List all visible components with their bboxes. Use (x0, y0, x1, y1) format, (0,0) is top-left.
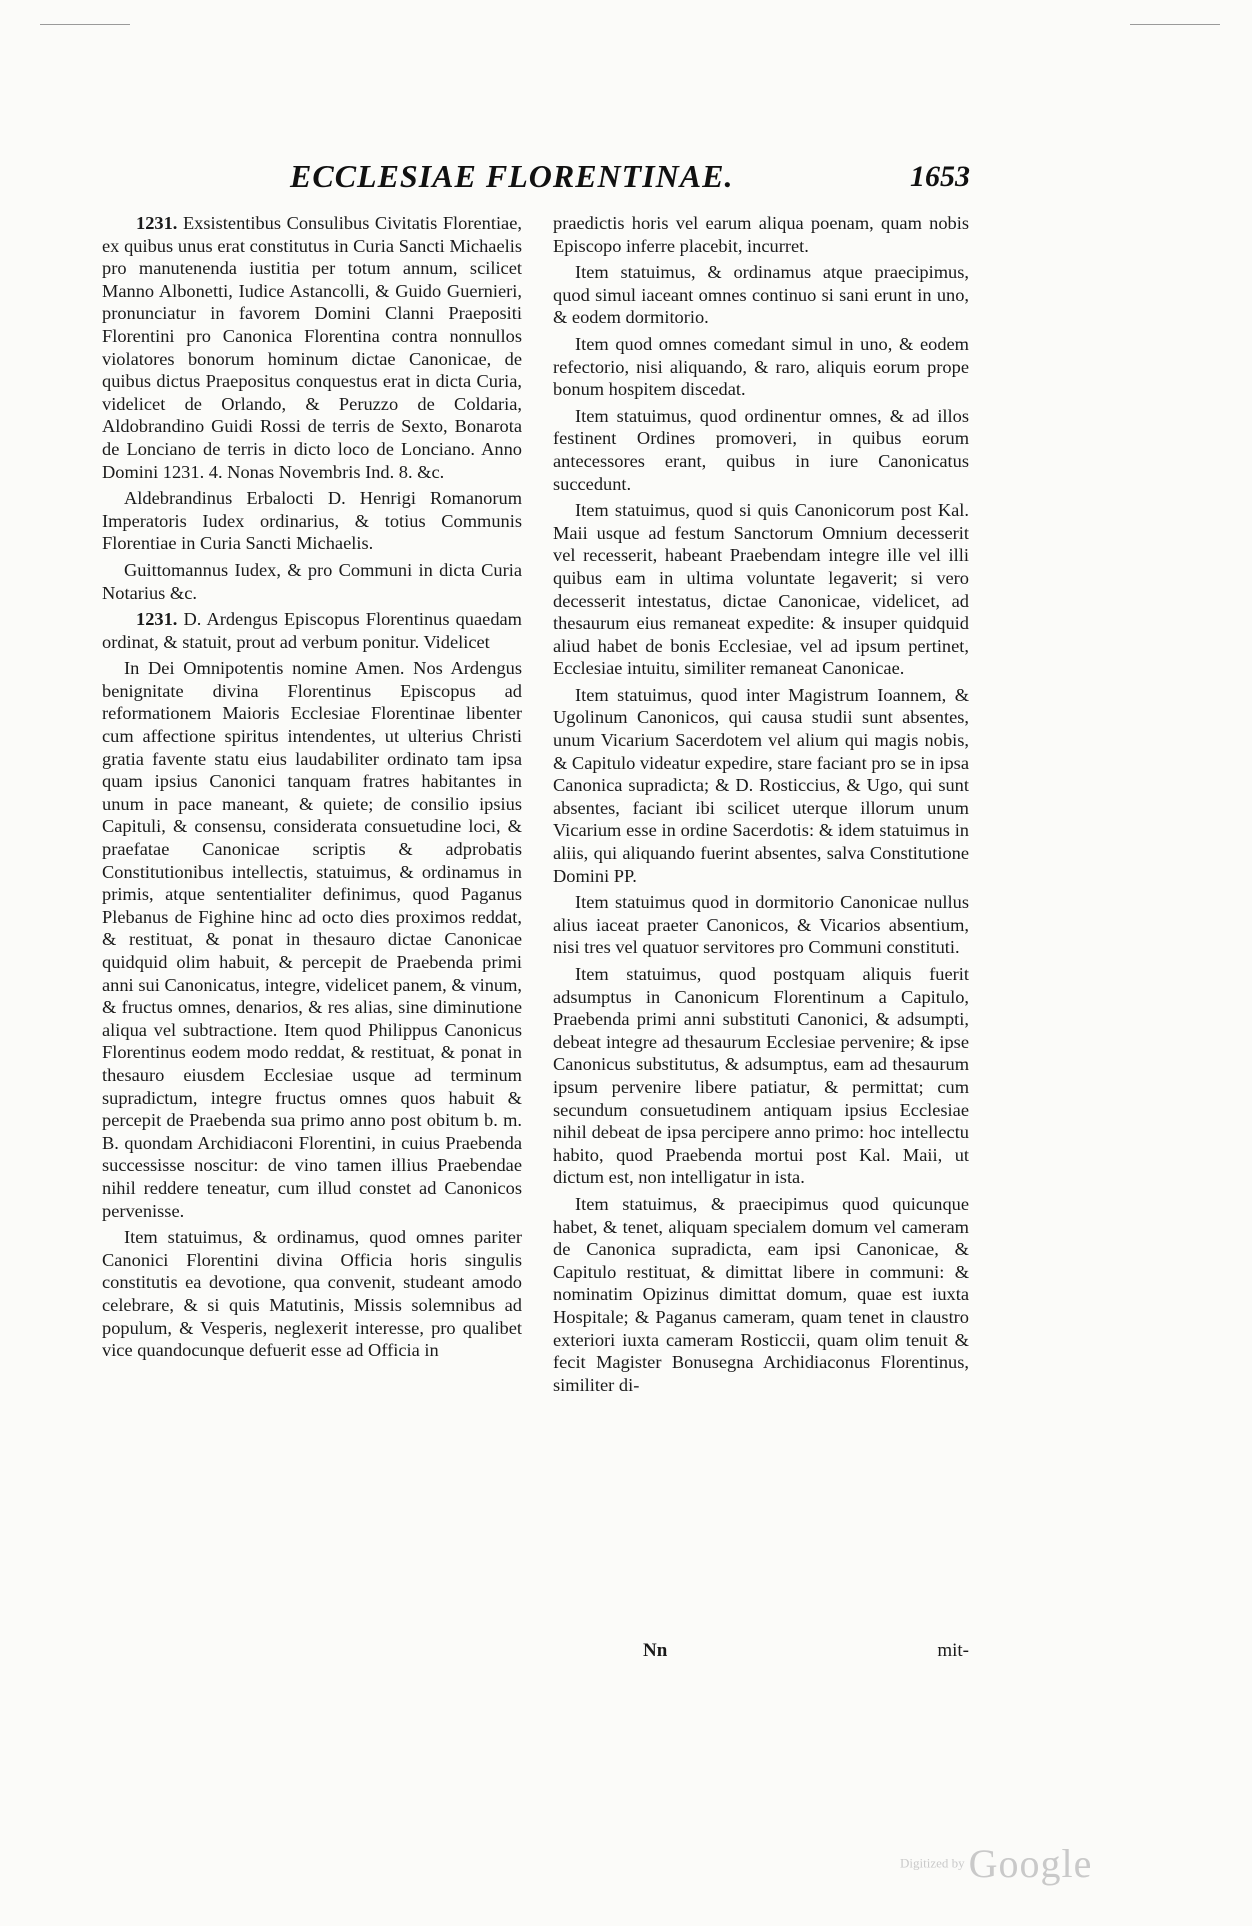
running-header (150, 158, 970, 198)
paragraph (102, 1226, 522, 1362)
paragraph: Item statuimus, & praecipimus quod quicunque habet, & tenet, aliquam specialem domum vel cameram de Canonica supradicta, eam ipsi Canonicae, & Capitulo restituat, & dimittat libere in communi: & nominatim Opizinus dimittat domum, quae est iuxta Hospitale; & Paganus cameram, quam tenet in claustro exteriori iuxta cameram Rosticcii, quam olim tenuit & fecit Magister Bonusegna Archidiaconus Florentinus, similiter di- (553, 1193, 969, 1395)
right-column (553, 212, 969, 1400)
paragraph-text: D. Ardengus Episcopus Florentinus quaedam ordinat, & statuit, prout ad verbum ponitur. Videlicet (102, 609, 522, 652)
watermark-brand: Google (968, 1841, 1093, 1886)
paragraph (102, 608, 522, 653)
paragraph (102, 487, 522, 555)
paragraph: Item statuimus, quod postquam aliquis fuerit adsumptus in Canonicum Florentinum a Capitulo, Praebenda primi anni substituti Canonici, & adsumpti, debeat integre ad thesaurum Ecclesiae pervenire; & ipse Canonicus substitutus, & adsumptus, eam ad thesaurum ipsum pervenire libere patiatur, & permittat; cum secundum consuetudinem antiquam ipsius Ecclesiae nihil debeat de ipsa percipere anno primo: hoc intellectu habito, quod Praebenda mortui post Kal. Maii, ut dictum est, non intelligatur in ista. (553, 964, 969, 1188)
top-edge-rule-left (40, 24, 130, 25)
date-marker: 1231. (136, 213, 178, 233)
paragraph-text: Guittomannus Iudex, & pro Communi in dicta Curia Notarius &c. (102, 559, 522, 603)
paragraph: Item statuimus, quod ordinentur omnes, & ad illos festinent Ordines promoveri, in quibus eorum antecessores erant, quibus in iure Canonicatus succedunt. (553, 405, 969, 494)
digitized-watermark (900, 1840, 1092, 1887)
catchword: mit- (937, 1640, 969, 1661)
date-marker: 1231. (136, 609, 178, 630)
paragraph (102, 559, 522, 604)
page-footer (553, 1640, 969, 1670)
running-title: ECCLESIAE FLORENTINAE. (290, 158, 734, 194)
paragraph-text: Aldebrandinus Erbalocti D. Henrigi Romanorum Imperatoris Iudex ordinarius, & totius Communis Florentiae in Curia Sancti Michaelis. (102, 488, 522, 554)
signature-mark: Nn (643, 1640, 668, 1661)
paragraph: Item statuimus, & ordinamus atque praecipimus, quod simul iaceant omnes continuo si sani erunt in uno, & eodem dormitorio. (553, 262, 969, 328)
paragraph: Item statuimus, quod inter Magistrum Ioannem, & Ugolinum Canonicos, qui causa studii sunt absentes, unum Vicarium Sacerdotem vel alium qui magis nobis, & Capitulo videatur expedire, stare faciant pro se in ipsa Canonica supradicta; & D. Rosticcius, & Ugo, qui sunt absentes, faciant ibi scilicet uterque illorum unum Vicarium esse in ordine Sacerdotis: & idem statuimus in aliis, qui aliquando fuerint absentes, salva Constitutione Domini PP. (553, 684, 969, 886)
paragraph-text: Exsistentibus Consulibus Civitatis Florentiae, ex quibus unus erat constitutus in Curia Sancti Michaelis pro manutenenda iustitia per totum annum, scilicet Manno Albonetti, Iudice Astancolli, & Guido Guernieri, pronunciatur in favorem Domini Clanni Praepositi Florentini pro Canonica Florentina contra nonnullos violatores bonorum hominum dictae Canonicae, de quibus dictus Praepositus conquestus erat in dicta Curia, videlicet de Orlando, & Peruzzo de Coldaria, Aldobrandino Guidi Rossi de terris de Sexto, Bonarota de Lonciano de terris in dicto loco de Lonciano. Anno Domini 1231. 4. Nonas Novembris Ind. 8. &c. (102, 213, 522, 482)
paragraph (102, 212, 522, 483)
paragraph: praedictis horis vel earum aliqua poenam, quam nobis Episcopo inferre placebit, incurret. (553, 213, 969, 256)
page-number: 1653 (910, 160, 970, 193)
left-column (102, 212, 522, 1366)
paragraph: Item statuimus quod in dormitorio Canonicae nullus alius iaceat praeter Canonicos, & Vicarios absentium, nisi tres vel quatuor servitores pro Communi constituti. (553, 892, 969, 958)
paragraph: Item quod omnes comedant simul in uno, & eodem refectorio, nisi aliquando, & raro, aliquis eorum prope bonum hospitem discedat. (553, 333, 969, 400)
paragraph-text: In Dei Omnipotentis nomine Amen. Nos Ardengus benignitate divina Florentinus Episcopus ad reformationem Maioris Ecclesiae Florentinae libenter cum affectione spiritus intendentes, ut ulterius Christi gratia favente statu eius laudabiliter ordinato tam ipsa quam ipsius Canonici tanquam fratres habitantes in unum in pace maneant, & quiete; de consilio ipsius Capituli, & consensu, considerata consuetudine loci, & praefatae Canonicae scriptis & adprobatis Constitutionibus intellectis, statuimus, & ordinamus in primis, atque sententialiter definimus, quod Paganus Plebanus de Fighine hinc ad octo dies proximos reddat, & restituat, & ponat in thesauro dictae Canonicae quidquid olim habuit, & percepit de Praebenda primi anni sui Canonicatus, integre, videlicet panem, & vinum, & fructus omnes, denarios, & res alias, sine diminutione aliqua vel subtractione. Item quod Philippus Canonicus Florentinus eodem modo reddat, & restituat, & ponat in thesauro eiusdem Ecclesiae usque ad terminum supradictum, integre fructus omnes quos habuit & percepit de Praebenda sua primo anno post obitum b. m. B. quondam Archidiaconi Florentini, in cuius Praebenda successisse noscitur: de vino tamen illius Praebendae nihil reddere teneatur, cum illud constet ad Canonicos pervenisse. (102, 658, 522, 1221)
paragraph: Item statuimus, quod si quis Canonicorum post Kal. Maii usque ad festum Sanctorum Omnium decesserit vel recesserit, habeant Praebendam integre ille vel illi quibus eam in ultima voluntate legaverit; si vero decesserit intestatus, dictae Canonicae, videlicet, ad thesaurum eius remaneat expedite: & insuper quidquid aliud habet de bonis Ecclesiae, vel ad ipsum pertinet, Ecclesiae intuitu, similiter remaneat Canonicae. (553, 500, 969, 679)
top-edge-rule-right (1130, 24, 1220, 25)
paragraph (102, 657, 522, 1222)
watermark-prefix: Digitized by (900, 1855, 965, 1871)
paragraph-text: Item statuimus, & ordinamus, quod omnes pariter Canonici Florentini divina Officia horis singulis constitutis ea devotione, qua convenit, studeant amodo celebrare, & si quis Matutinis, Missis solemnibus ad populum, & Vesperis, neglexerit interesse, pro qualibet vice quandocunque defuerit esse ad Officia in (102, 1227, 522, 1361)
